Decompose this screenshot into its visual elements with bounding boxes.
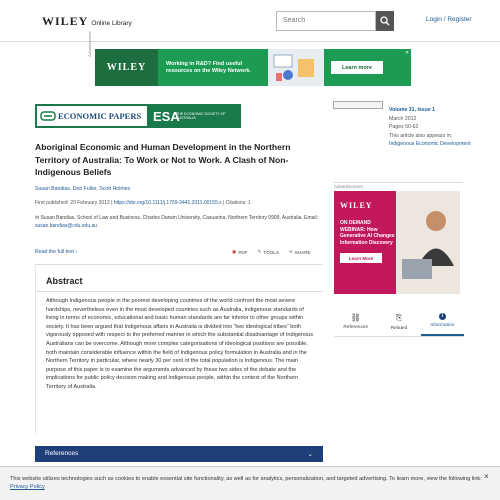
issue-info <box>389 106 494 149</box>
info-icon: i <box>439 313 446 320</box>
ad-brand-panel <box>95 49 158 86</box>
issue-date: March 2012 <box>389 115 417 122</box>
cookie-text: This website utilizes technologies such as cookies to enable essential site functionality, as well as for analytics, personalization, and targeted advertising. To learn more, view the following link: <box>10 476 482 482</box>
ad-label: Advertisement <box>334 184 363 189</box>
tab-references-label: References <box>343 325 368 330</box>
share-icon: ⋖ <box>288 249 293 254</box>
society-name: THE ECONOMIC SOCIETY OF AUSTRALIA <box>176 112 226 120</box>
society-logo-icon <box>152 106 180 126</box>
journal-cover-thumbnail[interactable] <box>333 101 383 109</box>
tab-related[interactable] <box>377 307 420 336</box>
ad-brand: WILEY <box>106 62 147 73</box>
search-button[interactable] <box>376 11 394 31</box>
ad-label: Advertisement <box>87 31 92 57</box>
references-accordion[interactable] <box>35 446 323 462</box>
author-affiliation <box>35 214 325 230</box>
ad-close-icon[interactable]: ✕ <box>404 50 410 56</box>
references-label: References <box>45 450 79 457</box>
read-full-text-link[interactable] <box>35 249 77 255</box>
pdf-icon: ▣ <box>232 249 237 254</box>
related-icon: ⎘ <box>395 312 403 322</box>
site-header <box>0 0 500 42</box>
wrench-icon: ✎ <box>257 249 262 254</box>
also-appears-link[interactable]: Indigenous Economic Development <box>389 141 471 147</box>
mail-icon: ✉ <box>35 215 40 221</box>
cookie-banner <box>0 466 500 500</box>
logo-brand: WILEY <box>42 14 89 28</box>
privacy-policy-link[interactable]: Privacy Policy <box>10 484 45 490</box>
side-tabs <box>334 307 464 337</box>
pdf-label: PDF <box>238 249 248 255</box>
article-authors[interactable]: Susan Bandias, Don Fuller, Scott Holmes <box>35 186 131 192</box>
cookie-message <box>10 475 490 491</box>
share-label: SHARE <box>294 249 311 255</box>
issue-volume-link[interactable]: Volume 31, Issue 1 <box>389 107 436 113</box>
chevron-right-icon: › <box>75 249 78 255</box>
article-title: Aboriginal Economic and Human Development in the Northern Territory of Australia: To Work or Not to Work. A Clash of Non-Indigenous Beliefs <box>35 142 291 177</box>
share-button[interactable] <box>289 249 311 255</box>
ad-side-photo <box>396 191 460 294</box>
author-email-link[interactable]: susan.bandias@cdu.edu.au <box>35 223 98 229</box>
publication-info: First published: 20 February 2012 | https://doi.org/10.1111/j.1759-3441.2011.00155.x | Citations: 1 <box>35 200 251 206</box>
tab-information-label: Information <box>430 323 455 328</box>
journal-banner[interactable] <box>35 104 241 128</box>
ad-learn-more-button[interactable]: Learn more <box>331 61 383 74</box>
link-icon: ⛓ <box>350 313 361 322</box>
citations-count[interactable]: Citations: 1 <box>225 200 251 206</box>
ad-side-learn-more-button[interactable]: Learn More <box>340 253 382 263</box>
close-icon[interactable]: × <box>484 472 489 481</box>
journal-name: ECONOMIC PAPERS <box>58 111 142 121</box>
pdf-button[interactable] <box>232 249 248 255</box>
site-logo[interactable] <box>42 14 132 29</box>
ad-side-text-panel <box>334 191 396 294</box>
ad-illustration <box>268 49 324 86</box>
side-advertisement[interactable] <box>334 191 460 294</box>
doi-link[interactable]: https://doi.org/10.1111/j.1759-3441.2011.00155.x <box>113 200 222 206</box>
also-appears-in: This article also appears in: <box>389 132 453 139</box>
top-advertisement[interactable] <box>87 31 411 86</box>
tab-related-label: Related <box>390 325 408 331</box>
chevron-down-icon: ⌄ <box>307 451 313 458</box>
login-register-link[interactable]: Login / Register <box>426 16 472 23</box>
affiliation-text: Susan Bandias, School of Law and Business, Charles Darwin University, Casuarina, Northern Territory 0909, Australia. Email: <box>40 215 319 221</box>
read-full-text-label: Read the full text <box>35 249 74 255</box>
logo-subtitle: Online Library <box>91 20 132 27</box>
tools-label: TOOLS <box>263 249 279 255</box>
first-published: First published: 20 February 2012 <box>35 200 110 206</box>
abstract-heading: Abstract <box>36 266 323 292</box>
divider <box>333 182 463 183</box>
ad-side-headline: ON DEMAND WEBINAR: How Generative AI Changes Information Discovery <box>340 220 395 246</box>
svg-text:ESA: ESA <box>153 109 180 124</box>
divider <box>35 264 323 265</box>
abstract-body: Although Indigenous people in the poorest developing countries of the world confront the most severe hardships, nevertheless even in the most developed countries such as Australia, Indigenous standards of living in terms of economic, educational and basic human standards are far inferior to other groups within society. It has been argued that Indigenous affairs in Australia is divided into “two ideological tribes” both vigorously opposed with respect to the preferred manner in which the substantial disadvantage of Indigenous Australians can be overcome. Although more complex categorisations of ideological positions are possible, both maintain considerable influence within the field of Indigenous policy formulation in Australia and in the Northern Territory in particular, where nearly 30 per cent of the total population is Indigenous. The main purpose of this paper is to examine the arguments advanced by these two sides of the debate and the implications for public policy decision making and Indigenous people, within the context of the Northern Territory of Australia. <box>46 298 314 390</box>
journal-title-panel <box>35 104 149 128</box>
abstract-section <box>35 266 323 434</box>
tab-references[interactable] <box>334 307 377 336</box>
issue-pages: Pages 50-62 <box>389 124 419 130</box>
search-icon <box>380 16 390 26</box>
journal-logo-icon <box>41 111 55 121</box>
article-tools <box>232 249 311 255</box>
ad-headline: Working in R&D? Find useful resources on the Wiley Network. <box>166 60 251 74</box>
tools-button[interactable] <box>258 249 279 255</box>
ad-brand: WILEY <box>340 201 373 210</box>
tab-information[interactable] <box>421 307 464 336</box>
search-input[interactable]: Search <box>276 11 376 31</box>
